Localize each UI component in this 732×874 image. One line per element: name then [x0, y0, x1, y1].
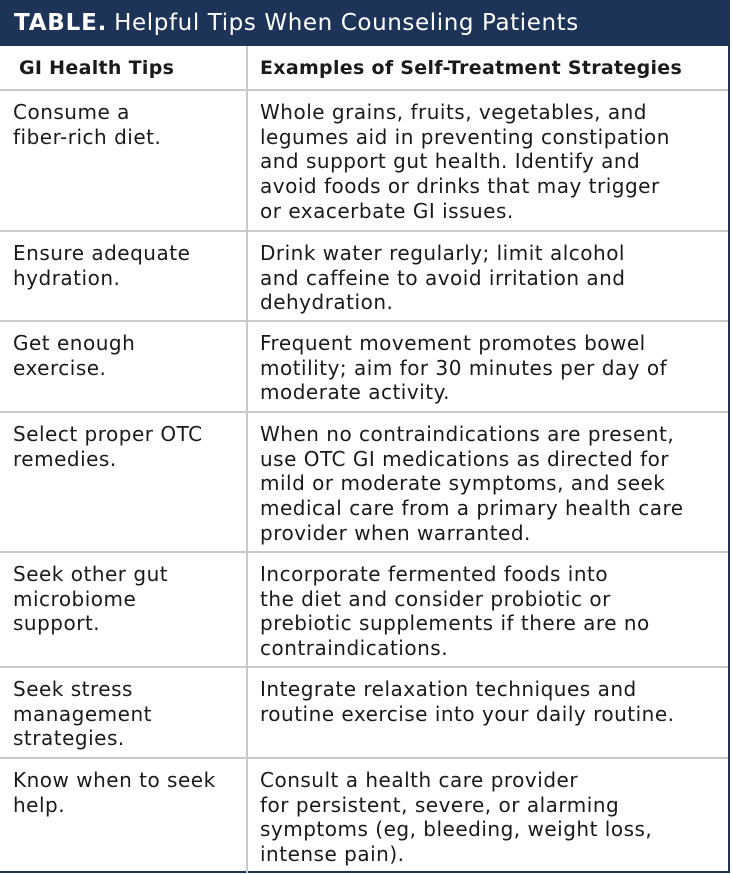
- table-row: [0, 231, 728, 321]
- table-title-bar: [0, 0, 728, 46]
- strategy-text: Consult a health care provider for persistent, severe, or alarming symptoms (eg, bleeding, weight loss, intense pain).: [260, 768, 653, 867]
- tip-text: Ensure adequate hydration.: [13, 241, 191, 290]
- strategy-cell: [247, 667, 728, 758]
- tips-table: [0, 46, 728, 873]
- table-row: [0, 552, 728, 667]
- strategy-text: Whole grains, fruits, vegetables, and legumes aid in preventing constipation and support gut health. Identify and avoid foods or drinks that may trigger or exacerbate GI issues.: [260, 100, 670, 223]
- table-label: TABLE.: [14, 10, 108, 36]
- table-title: Helpful Tips When Counseling Patients: [114, 10, 579, 36]
- tip-text: Select proper OTC remedies.: [13, 422, 203, 471]
- tip-text: Get enough exercise.: [13, 331, 136, 380]
- tip-text: Consume a fiber-rich diet.: [13, 100, 162, 149]
- table-row: [0, 667, 728, 758]
- strategy-text: Integrate relaxation techniques and routine exercise into your daily routine.: [260, 677, 675, 726]
- table-header-row: [0, 46, 728, 90]
- tip-text: Know when to seek help.: [13, 768, 216, 817]
- column-header-tips: GI Health Tips: [0, 46, 247, 90]
- strategy-text: Incorporate fermented foods into the diet and consider probiotic or prebiotic supplements if there are no contraindications.: [260, 562, 650, 661]
- strategy-text: When no contraindications are present, use OTC GI medications as directed for mild or moderate symptoms, and seek medical care from a primary health care provider when warranted.: [260, 422, 684, 545]
- column-header-strategies: Examples of Self-Treatment Strategies: [247, 46, 728, 90]
- tip-cell: [0, 412, 247, 552]
- strategy-text: Drink water regularly; limit alcohol and caffeine to avoid irritation and dehydration.: [260, 241, 626, 315]
- tip-cell: [0, 552, 247, 667]
- table-row: [0, 412, 728, 552]
- tip-cell: [0, 321, 247, 412]
- tip-text: Seek other gut microbiome support.: [13, 562, 169, 636]
- table-row: [0, 90, 728, 231]
- strategy-cell: [247, 321, 728, 412]
- tip-cell: [0, 758, 247, 873]
- table-row: [0, 321, 728, 412]
- strategy-text: Frequent movement promotes bowel motility; aim for 30 minutes per day of moderate activity.: [260, 331, 668, 405]
- table-row: [0, 758, 728, 873]
- tip-cell: [0, 231, 247, 321]
- tip-cell: [0, 667, 247, 758]
- strategy-cell: [247, 412, 728, 552]
- tip-cell: [0, 90, 247, 231]
- strategy-cell: [247, 552, 728, 667]
- strategy-cell: [247, 90, 728, 231]
- tip-text: Seek stress management strategies.: [13, 677, 152, 751]
- strategy-cell: [247, 231, 728, 321]
- strategy-cell: [247, 758, 728, 873]
